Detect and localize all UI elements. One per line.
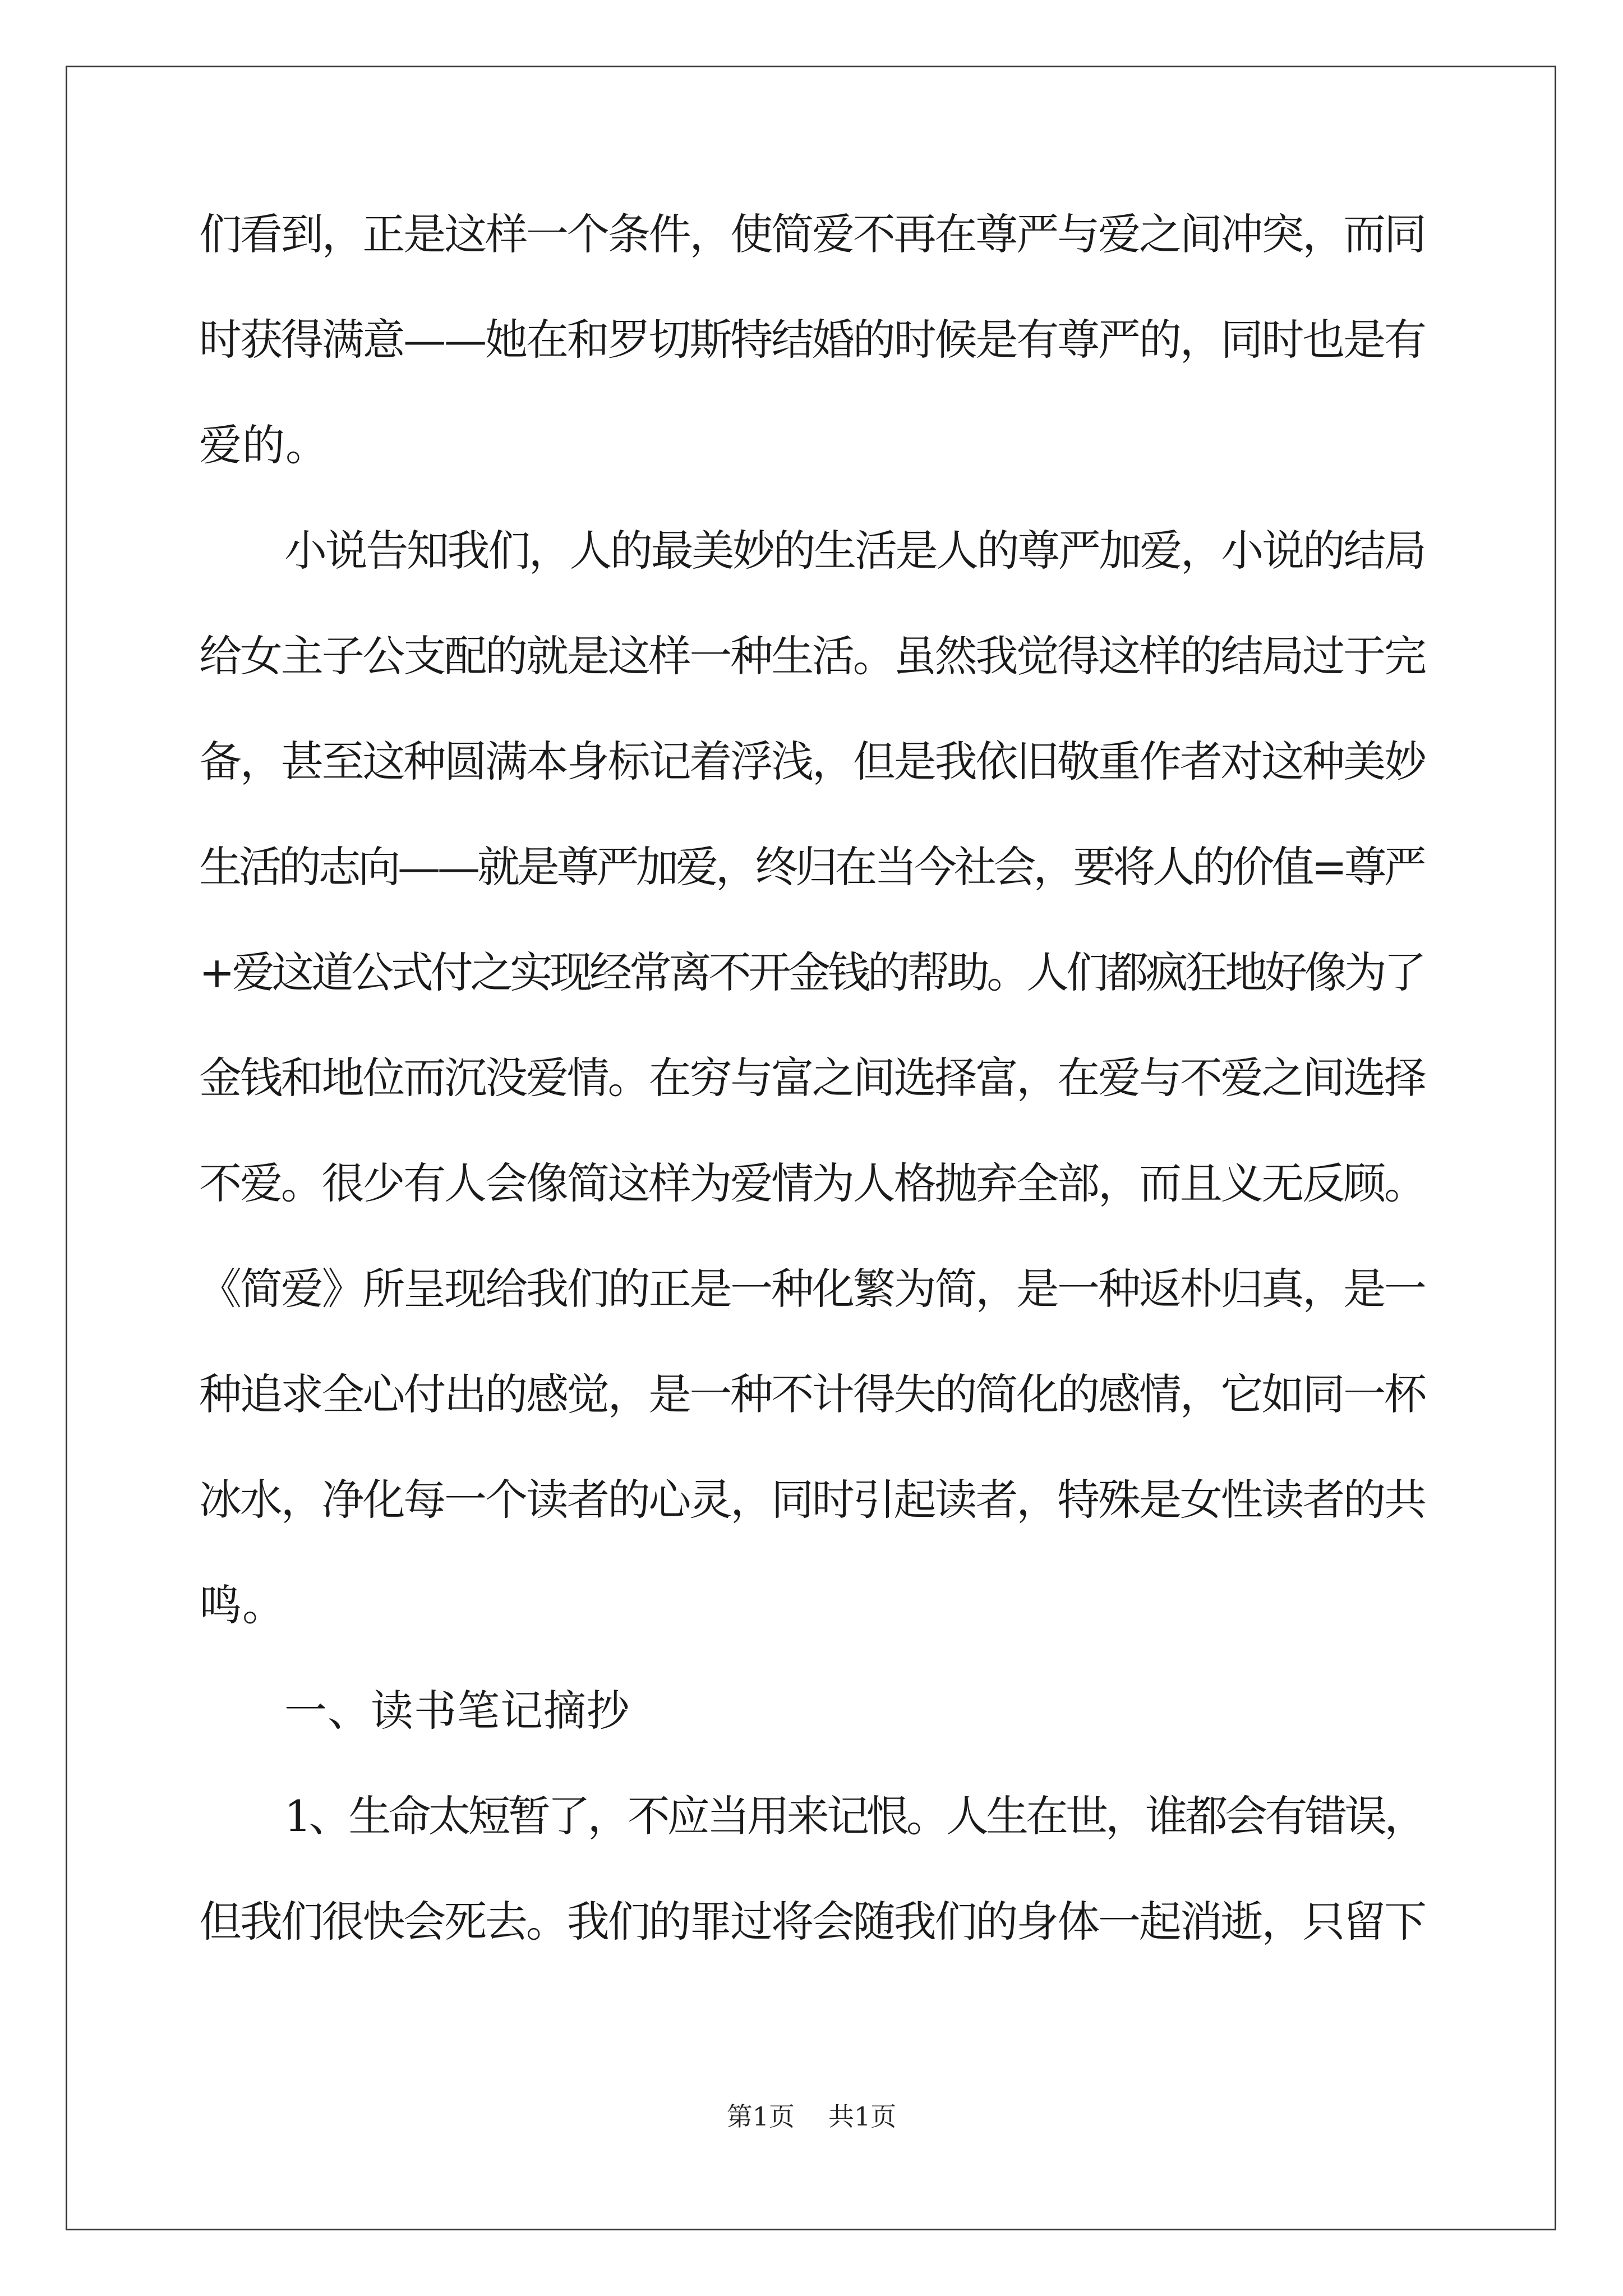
page-footer xyxy=(0,2101,1623,2132)
text-line: 备，甚至这种圆满本身标记着浮浅，但是我依旧敬重作者对这种美妙 xyxy=(199,737,1425,786)
document-body xyxy=(199,209,1427,2006)
text-line: 冰水，净化每一个读者的心灵，同时引起读者，特殊是女性读者的共 xyxy=(199,1475,1425,1525)
text-line: 小说告知我们，人的最美妙的生活是人的尊严加爱，小说的结局 xyxy=(284,526,1425,576)
text-line: 鸣。 xyxy=(199,1580,285,1630)
text-line: 生活的志向——就是尊严加爱，终归在当今社会，要将人的价值=尊严 xyxy=(199,842,1424,892)
text-line: 1、生命太短暂了，不应当用来记恨。人生在世，谁都会有错误， xyxy=(284,1791,1424,1841)
text-line: 《简爱》所呈现给我们的正是一种化繁为简，是一种返朴归真，是一 xyxy=(199,1264,1425,1314)
page-number: 第1页 xyxy=(726,2101,795,2132)
text-line: 金钱和地位而沉没爱情。在穷与富之间选择富，在爱与不爱之间选择 xyxy=(199,1053,1425,1103)
text-line: 爱的。 xyxy=(199,420,329,470)
text-line: +爱这道公式付之实现经常离不开金钱的帮助。人们都疯狂地好像为了 xyxy=(199,947,1424,997)
text-line: 不爱。很少有人会像简这样为爱情为人格抛弃全部，而且义无反顾。 xyxy=(199,1158,1425,1208)
text-line: 时获得满意——她在和罗切斯特结婚的时候是有尊严的，同时也是有 xyxy=(199,315,1425,365)
text-line: 一、读书笔记摘抄 xyxy=(284,1686,630,1736)
text-line: 种追求全心付出的感觉，是一种不计得失的简化的感情，它如同一杯 xyxy=(199,1369,1425,1419)
text-line: 但我们很快会死去。我们的罪过将会随我们的身体一起消逝，只留下 xyxy=(199,1897,1425,1947)
page-total: 共1页 xyxy=(828,2101,897,2132)
text-line: 给女主子公支配的就是这样一种生活。虽然我觉得这样的结局过于完 xyxy=(199,631,1425,681)
text-line: 们看到，正是这样一个条件，使简爱不再在尊严与爱之间冲突，而同 xyxy=(199,209,1425,259)
